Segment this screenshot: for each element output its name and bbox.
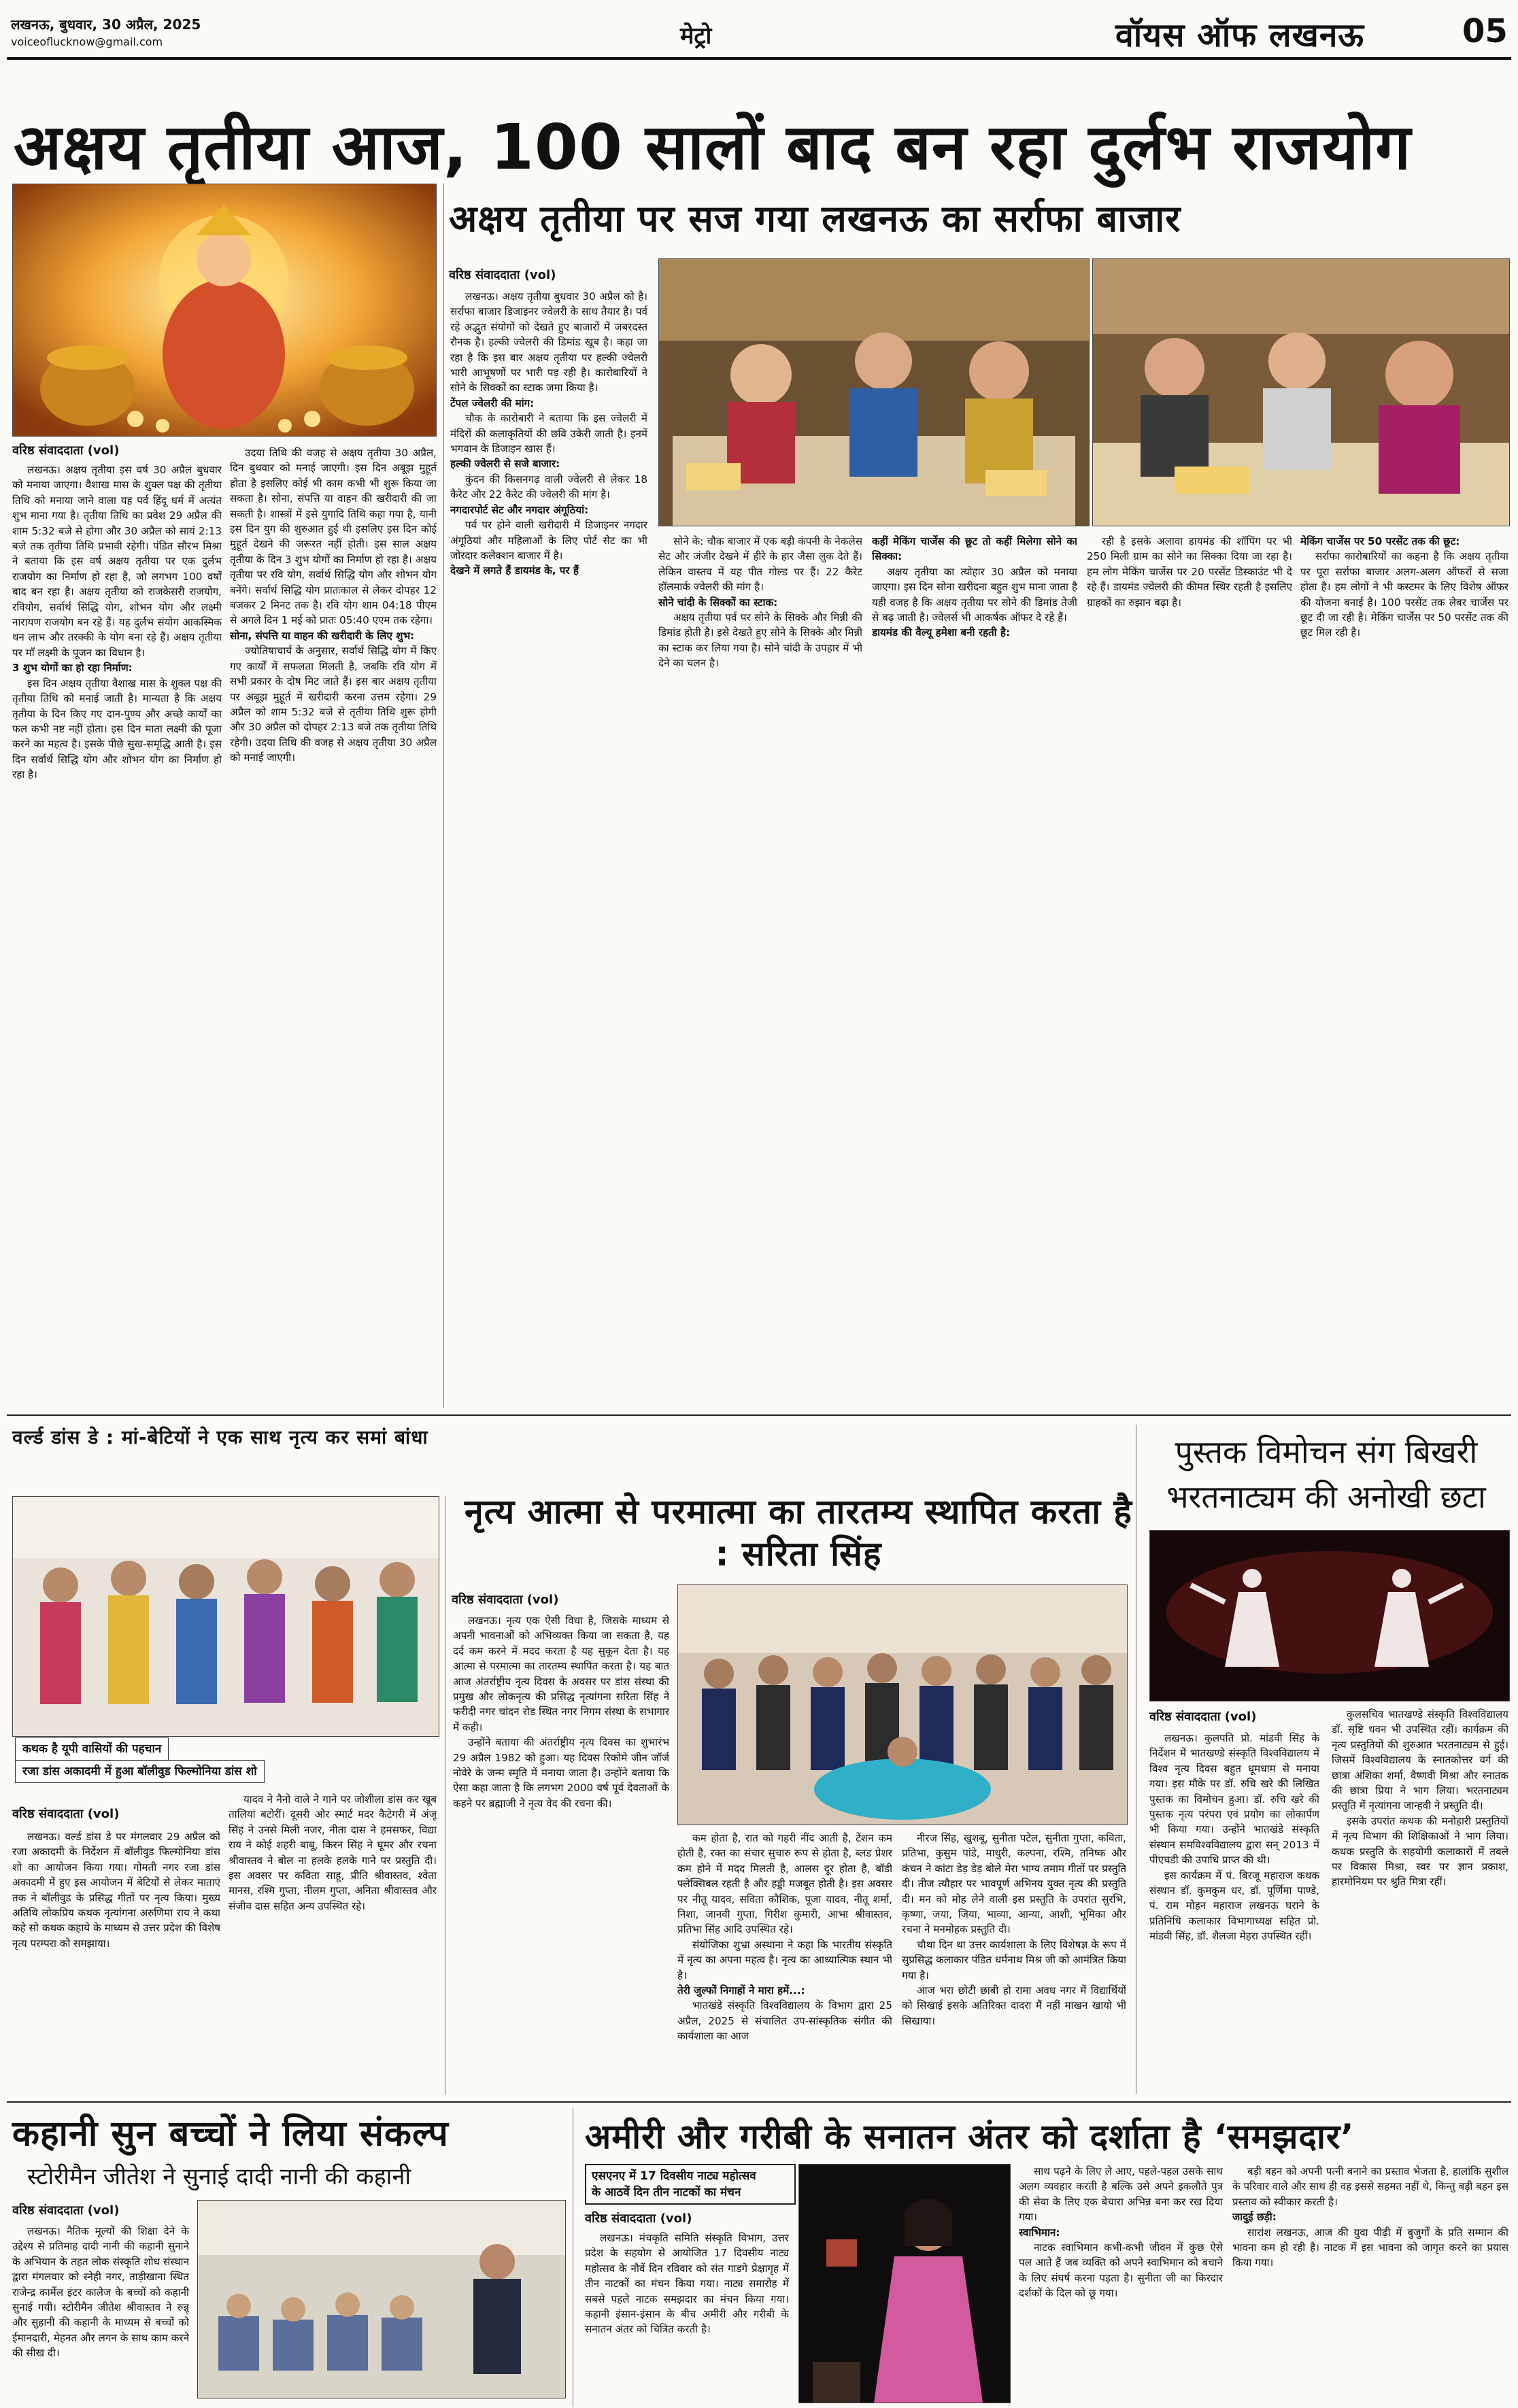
page-number: 05	[1462, 12, 1508, 50]
story4-col2: कम होता है, रात को गहरी नींद आती है, टेंशन कम होती है, रक्त का संचार सुचारु रूप से होता है, ब्लड प्रेशर कम होने में मदद मिलती है, आलस दूर होता है, बॉडी फ्लेक्सिबल रहती है और हड्डी मजबूत होती है। इस अवसर पर नीतू यादव, सविता कौशिक, पूजा यादव, नीतू शर्मा, निशा, जानवी गुप्ता, गिरीश कुमारी, आभा श्रीवास्तव, प्रतिभा सिंह आदि उपस्थित रहे। संयोजिका शुभ्रा अस्थाना ने कहा कि भारतीय संस्कृति में नृत्य का अपना महत्व है। नृत्य का आध्यात्मिक स्थान भी है। तेरी जुल्फों निगाहों ने मारा हमें...: भातखंडे संस्कृति विश्वविद्यालय के विभाग द्वारा 25 अप्रैल, 2025 से संचालित उप-सांस्कृतिक संगीत की कार्यशाला का आज	[677, 1832, 892, 2043]
story1-col1: लखनऊ। अक्षय तृतीया इस वर्ष 30 अप्रैल बुधवार को मनाया जाएगा। वैशाख मास के शुक्ल पक्ष की तृतीया तिथि को मनाया जाने वाला यह पर्व हिंदू धर्म में अत्यंत शुभ माना गया है। तृतीया तिथि का प्रवेश 29 अप्रैल की शाम 5:32 बजे से होगा और 30 अप्रैल को सायं 2:13 बजे तक तृतीया तिथि प्रभावी रहेगी। पंडित सौरभ मिश्रा ने बताया कि इस वर्ष अक्षय तृतीया पर एक दुर्लभ राजयोग का निर्माण हो रहा है, जो लगभग 100 वर्षों बाद बन रहा है। अक्षय तृतीया को राजकेसरी राजयोग, रवियोग, सर्वार्थ सिद्धि योग, शोभन योग और लक्ष्मी नारायण राजयोग बन रहे हैं। यह दुर्लभ संयोग आकस्मिक धन लाभ और तरक्की के योग बना रहे हैं। अक्षय तृतीया पर माँ लक्ष्मी के पूजन का विधान है। 3 शुभ योगों का हो रहा निर्माण: इस दिन अक्षय तृतीया वैशाख मास के शुक्ल पक्ष की तृतीया तिथि को मनाई जाती है। मान्यता है कि अक्षय तृतीया के दिन किए गए दान-पुण्य और अच्छे कार्यों का फल कभी नष्ट नहीं होता। इस दिन माता लक्ष्मी की पूजा करने का महत्व है। इसके पीछे सुख-समृद्धि आती है। इस दिन सर्वार्थ सिद्धि योग और शोभन योग का निर्माण हो रहा है।	[12, 464, 222, 781]
story4-headline: नृत्य आत्मा से परमात्मा का तारतम्य स्थापित करता है : सरिता सिंह	[465, 1492, 1132, 1574]
story7-col3: बड़ी बहन को अपनी पत्नी बनाने का प्रस्ताव भेजता है, हालांकि सुशील के परिवार वाले और साथ ही वह इससे सहमत नहीं थे, किन्तु बड़ी बहन इस प्रस्ताव को स्वीकार करती है। जादुई छड़ी: सारांश लखनऊ, आज की युवा पीढ़ी में बुजुर्गों के प्रति सम्मान की भावना कम हो रही है। नाटक में इस भावना को जागृत करने का प्रयास किया गया।	[1232, 2165, 1508, 2269]
story2-byline: वरिष्ठ संवाददाता (vol)	[449, 268, 556, 282]
story6-subheadline: स्टोरीमैन जीतेश ने सुनाई दादी नानी की कहानी	[27, 2163, 411, 2190]
story6-headline: कहानी सुन बच्चों ने लिया संकल्प	[12, 2114, 449, 2154]
story4-col3: नीरज सिंह, खुशबू, सुनीता पटेल, सुनीता गुप्ता, कविता, प्रतिभा, कुसुम पांडे, माधुरी, कल्पना, रश्मि, तनिष्क और कंचन ने कांटा डेड़ डेड़ बोले मेरा भाग्य तमाम गीतों पर प्रस्तुति दी। तीज त्यौहार पर भावपूर्ण अभिनय युक्त नृत्य की प्रस्तुति दी। मन को मोह लेने वाली इस प्रस्तुति के उपरांत सुरभि, कृष्णा, जया, जिया, भाव्या, आन्या, आशी, भूमिका और रचना ने मनमोहक प्रस्तुति दी। चौथा दिन था उत्तर कार्यशाला के लिए विशेषज्ञ के रूप में सुप्रसिद्ध कलाकार पंडित धर्मनाथ मिश्र जी को आमंत्रित किया गया है। आज भरा छोटी छाबी हो रामा अवध नगर में विद्यार्थियों को सिखाई इसके अतिरिक्त दादरा मैं नहीं माखन खायो भी सिखाया।	[902, 1832, 1126, 2027]
story6-byline: वरिष्ठ संवाददाता (vol)	[12, 2203, 120, 2218]
bharatanatyam-photo	[1149, 1530, 1510, 1701]
story4-byline: वरिष्ठ संवाददाता (vol)	[452, 1593, 559, 1607]
story2-col5: मेकिंग चार्जेस पर 50 परसेंट तक की छूट: सर्राफा कारोबारियों का कहना है कि अक्षय तृतीया पर पूरा सर्राफा बाजार अलग-अलग ऑफरों से सजा होता है। हम लोगों ने भी कस्टमर के लिए विशेष ऑफर की योजना बनाई है। 100 परसेंट तक लेबर चार्जेस पर छूट दी जा रही है। मेकिंग चार्जेस पर 50 परसेंट तक की छूट मिल रही है।	[1300, 535, 1508, 639]
story5-headline: पुस्तक विमोचन संग बिखरी भरतनाट्यम की अनोखी छटा	[1166, 1434, 1486, 1515]
story3-caption-1: कथक है यूपी वासियों की पहचान	[15, 1737, 169, 1761]
story3-byline: वरिष्ठ संवाददाता (vol)	[12, 1807, 120, 1821]
dateline: लखनऊ, बुधवार, 30 अप्रैल, 2025	[11, 16, 201, 33]
masthead	[0, 0, 1518, 80]
story2-col2: सोने के: चौक बाजार में एक बड़ी कंपनी के नेकलेस सेट और जंजीर देखने में हीरे के हार जैसा लुक देते हैं। लेकिन वास्तव में यह पीत गोल्ड पर हैं। 22 कैरेट हॉलमार्क ज्वेलरी की मांग है। सोने चांदी के सिक्कों का स्टाक: अक्षय तृतीया पर्व पर सोने के सिक्के और मिन्नी की डिमांड होती है। इसे देखते हुए सोने के सिक्के और मिन्नी का स्टाक कर लिया गया है। सोने चांदी के उपहार में भी देने का चलन है।	[658, 535, 862, 670]
story2-headline: अक्षय तृतीया पर सज गया लखनऊ का सर्राफा बाजार	[449, 197, 1181, 240]
theatre-actress-photo	[798, 2164, 1011, 2403]
dance-group-photo	[12, 1496, 439, 1737]
jewellery-shop-photo-1	[658, 258, 1090, 526]
story7-headline: अमीरी और गरीबी के सनातन अंतर को दर्शाता है ‘समझदार’	[585, 2117, 1355, 2156]
story1-byline: वरिष्ठ संवाददाता (vol)	[12, 443, 120, 458]
story6-col1: लखनऊ। नैतिक मूल्यों की शिक्षा देने के उद्देश्य से प्रतिमाह दादी नानी की कहानी सुनाने के अभियान के तहत लोक संस्कृति शोध संस्थान द्वारा मंगलवार को स्नेही नगर, ताड़ीखाना स्थित राजेन्द्र कार्मेल इंटर कालेज के बच्चों को कहानी सुनाई गयी। स्टोरीमैन जीतेश श्रीवास्तव ने रुन्नू और सुहानी की कहानी के माध्यम से बच्चों को ईमानदारी, मेहनत और लगन के साथ काम करने की सीख दी।	[12, 2225, 189, 2360]
story4-col1: लखनऊ। नृत्य एक ऐसी विधा है, जिसके माध्यम से अपनी भावनाओं को अभिव्यक्त किया जा सकता है, यह दर्द कम करने में मदद करता है यह सुकून देता है। यह आत्मा से परमात्मा का तारतम्य स्थापित करता है। यह बात आज अंतर्राष्ट्रीय नृत्य दिवस के अवसर पर डांस संस्था की प्रमुख और लोकनृत्य की प्रसिद्ध नृत्यांगना सरिता सिंह ने फरीदी नगर चांदन रोड स्थित नगर निगम संस्था के सभागार में कही। उन्होंने बताया की अंतर्राष्ट्रीय नृत्य दिवस का शुभारंभ 29 अप्रैल 1982 को हुआ। यह दिवस रिकोमे जीन जॉर्ज नोवेरे के जन्म स्मृति में मनाया जाता है। उन्होंने बताया कि ऐसा कहा जाता है कि लगभग 2000 वर्ष पूर्व देवताओं के कहने पर ब्रह्माजी ने नृत्य वेद की रचना की।	[453, 1614, 669, 1810]
story7-box	[585, 2164, 796, 2205]
story2-col3: कहीं मेकिंग चार्जेस की छूट तो कहीं मिलेगा सोने का सिक्का: अक्षय तृतीया का त्योहार 30 अप्रैल को मनाया जाएगा। इस दिन सोना खरीदना बहुत शुभ माना जाता है यही वजह है कि अक्षय तृतीया पर सोने की डिमांड तेजी से बढ़ जाती है। ज्वेलर्स भी आकर्षक ऑफर दे रहे हैं। डायमंड की वैल्यू हमेशा बनी रहती है:	[872, 535, 1077, 639]
story7-col1: लखनऊ। मंचकृति समिति संस्कृति विभाग, उत्तर प्रदेश के सहयोग से आयोजित 17 दिवसीय नाट्य महोत्सव के नौवें दिन रविवार को संत गाडगे प्रेक्षागृह में तीन नाटकों का मंचन किया गया। नाट्य समारोह में सबसे पहले नाटक समझदार का मंचन किया गया। कहानी इंसान-इंसान के बीच अमीरी और गरीबी के सनातन अंतर को चित्रित करती है।	[585, 2232, 789, 2336]
storyteller-photo	[197, 2200, 566, 2398]
story7-box-line1: एसएनए में 17 दिवसीय नाट्य महोत्सव	[592, 2169, 756, 2183]
story3-headline: वर्ल्ड डांस डे : मां-बेटियों ने एक साथ नृत्य कर समां बांधा	[12, 1426, 428, 1448]
story3-col2: यादव ने नैनो वाले ने गाने पर जोशीला डांस कर खूब तालियां बटोरीं। दूसरी ओर स्मार्ट मदर कैटेगरी में अंजू सिंह ने उनसे मिली नजर, नीता दास ने हमसफर, विद्या राय ने कोई शहरी बाबू, किरन सिंह ने घूमर और रचना श्रीवास्तव ने बोल ना हलके हलके गाने पर प्रस्तुति दी। इस अवसर पर कविता साहू, प्रीति श्रीवास्तव, श्वेता मानस, रश्मि गुप्ता, नीलम गुप्ता, अनिता श्रीवास्तव और संजीव दास सहित अन्य उपस्थित रहे।	[229, 1793, 437, 1912]
lakshmi-illustration	[12, 184, 437, 437]
jewellery-shop-photo-2	[1092, 258, 1510, 526]
main-headline: अक्षय तृतीया आज, 100 सालों बाद बन रहा दुर्लभ राजयोग	[14, 111, 1411, 184]
story1-col2: उदया तिथि की वजह से अक्षय तृतीया 30 अप्रैल, दिन बुधवार को मनाई जाएगी। इस दिन अबूझ मुहूर्त होता है इसलिए कोई भी काम कभी भी शुरू किया जा सकता है। सोना, संपत्ति या वाहन की खरीदारी की जा सकती है। शास्त्रों में इसे युगादि तिथि कहा गया है, यानी इस दिन युग की शुरुआत हुई थी इसलिए इस दिन कोई मुहूर्त देखने की जरूरत नहीं होती। इस साल अक्षय तृतीया के दिन 3 शुभ योगों का निर्माण हो रहा है। अक्षय तृतीया पर रवि योग, सर्वार्थ सिद्धि योग और शोभन योग बनेंगे। सर्वार्थ सिद्धि योग प्रातःकाल से लेकर दोपहर 12 बजकर 2 मिनट तक है। रवि योग शाम 04:18 पीएम से अगले दिन 1 मई को प्रातः 05:40 एएम तक रहेगा। सोना, संपत्ति या वाहन की खरीदारी के लिए शुभ: ज्योतिषाचार्य के अनुसार, सर्वार्थ सिद्धि योग में किए गए कार्यों में सफलता मिलती है, जबकि रवि योग में सभी प्रकार के दोष मिट जाते हैं। इस बार अक्षय तृतीया पर अबूझ मुहूर्त में खरीदारी करना उत्तम रहेगा। 29 अप्रैल को शाम 5:32 बजे से तृतीया तिथि शुरू होगी और 30 अप्रैल को दोपहर 2:13 बजे तक तृतीया तिथि रहेगी। उदया तिथि की वजह से अक्षय तृतीया 30 अप्रैल को मनाई जाएगी।	[230, 447, 437, 764]
story7-col2: साथ पढ़ने के लिए ले आए, पहले-पहल उसके साथ अलग व्यवहार करती है बल्कि उसे अपने इकलौते पुत्र की सेवा के लिए एक बेचारा अभिन्न बना कर रख दिया गया। स्वाभिमान: नाटक स्वाभिमान कभी-कभी जीवन में कुछ ऐसे पल आते हैं जब व्यक्ति को अपने स्वाभिमान को बचाने के लिए संघर्ष करना पड़ता है। सुनीता जी का किरदार दर्शकों के दिल को छू गया।	[1019, 2165, 1223, 2300]
story5-byline: वरिष्ठ संवाददाता (vol)	[1149, 1710, 1257, 1724]
story5-col2: कुलसचिव भातखण्डे संस्कृति विश्वविद्यालय डॉ. सृष्टि धवन भी उपस्थित रहीं। कार्यक्रम की नृत्य प्रस्तुतियों की शुरुआत भरतनाट्यम से हुई। जिसमें विश्वविद्यालय के स्नातकोत्तर वर्ग की छात्रा अंशिका शर्मा, वैष्णवी मिश्रा और स्नातक की छात्रा प्रिया ने भाग लिया। भरतनाट्यम प्रस्तुति में नृत्यांगना जान्हवी ने प्रस्तुति दी। इसके उपरांत कथक की मनोहारी प्रस्तुतियों में नृत्य विभाग की शिक्षिकाओं ने भाग लिया। कथक प्रस्तुति के सहयोगी कलाकारों में तबले पर विकास मिश्रा, स्वर पर ज्ञान प्रकाश, हारमोनियम पर श्रुति मित्रा रहीं।	[1332, 1708, 1508, 1888]
section-label: मेट्रो	[680, 22, 712, 50]
story5-col1: लखनऊ। कुलपति प्रो. मांडवी सिंह के निर्देशन में भातखण्डे संस्कृति विश्वविद्यालय में विश्व नृत्य दिवस बहुत धूमधाम से मनाया गया। इस मौके पर डॉ. रुचि खरे की लिखित पुस्तक का विमोचन हुआ। डॉ. रुचि खरे की पुस्तक नृत्य परंपरा एवं प्रयोग का लोकार्पण भी किया गया। उन्होंने भातखंडे संस्कृति संस्थान समविश्वविद्यालय द्वारा सन् 2013 में पीएचडी की उपाधि प्राप्त की थी। इस कार्यक्रम में पं. बिरजू महाराज कथक संस्थान डॉ. कुमकुम धर, डॉ. पूर्णिमा पाण्डे, पं. राम मोहन महाराज लखनऊ घराने के प्रतिनिधि कलाकार विभागाध्यक्ष सहित प्रो. मांडवी सिंह, डॉ. शैलजा मेहरा उपस्थित रहीं।	[1149, 1732, 1319, 1943]
story7-box-line2: के आठवें दिन तीन नाटकों का मंचन	[592, 2186, 741, 2199]
story2-col1: लखनऊ। अक्षय तृतीया बुधवार 30 अप्रैल को है। सर्राफा बाजार डिजाइनर ज्वेलरी के साथ तैयार है। पर्व रहे अद्भुत संयोगों को देखते हुए बाजारों में जबरदस्त रौनक है। हल्की ज्वेलरी की डिमांड खूब है। कहा जा रहा है कि इस बार अक्षय तृतीया पर हल्की ज्वेलरी भारी आभूषणों पर भारी पड़ रही है। कारोबारियों ने सोने के सिक्कों का स्टाक जमा किया है। टेंपल ज्वेलरी की मांग: चौक के कारोबारी ने बताया कि इस ज्वेलरी में मंदिरों की कलाकृतियों की छवि उकेरी जाती है। इनमें भगवान के डिजाइन खास हैं। हल्की ज्वेलरी से सजे बाजार: कुंदन की किसनगढ़ वाली ज्वेलरी से लेकर 18 कैरेट और 22 कैरेट की ज्वेलरी की मांग है। नगदारपोर्ट सेट और नगदार अंगूठियां: पर्व पर होने वाली खरीदारी में डिजाइनर नगदार अंगूठियां और महिलाओं के लिए पोर्ट सेट का भी जोरदार कलेक्शन बाजार में है। देखने में लगते हैं डायमंड के, पर हैं	[450, 290, 647, 577]
story3-caption-2: रजा डांस अकादमी में हुआ बॉलीवुड फिल्मोनिया डांस शो	[15, 1760, 265, 1783]
story2-col4: रही है इसके अलावा डायमंड की शॉपिंग पर भी 250 मिली ग्राम का सोने का सिक्का दिया जा रहा है। हम लोग मेकिंग चार्जेस पर 20 परसेंट डिस्काउंट भी दे रहे हैं। डायमंड ज्वेलरी की कीमत स्थिर रहती है इसलिए ग्राहकों का रुझान बढ़ा है।	[1087, 535, 1292, 609]
website: voiceoflucknow@gmail.com	[11, 35, 163, 48]
folk-dance-photo	[677, 1584, 1128, 1825]
story3-col1: लखनऊ। वर्ल्ड डांस डे पर मंगलवार 29 अप्रैल को रजा अकादमी के निर्देशन में बॉलीवुड फिल्मोनिया डांस शो का आयोजन किया गया। गोमती नगर रजा डांस अकादमी में हुए इस आयोजन में बेटियों से लेकर माताएं तक ने बॉलीवुड के प्रसिद्ध गीतों पर नृत्य किया। मुख्य अतिथि लोकप्रिय कथक नृत्यांगना अरुणिमा राय ने कथा कहे सो कथक कहाये के माध्यम से उत्तर प्रदेश की विशेष नृत्य परम्परा को समझाया।	[12, 1831, 220, 1950]
story7-byline: वरिष्ठ संवाददाता (vol)	[585, 2211, 692, 2226]
paper-name: वॉयस ऑफ लखनऊ	[1115, 16, 1365, 54]
